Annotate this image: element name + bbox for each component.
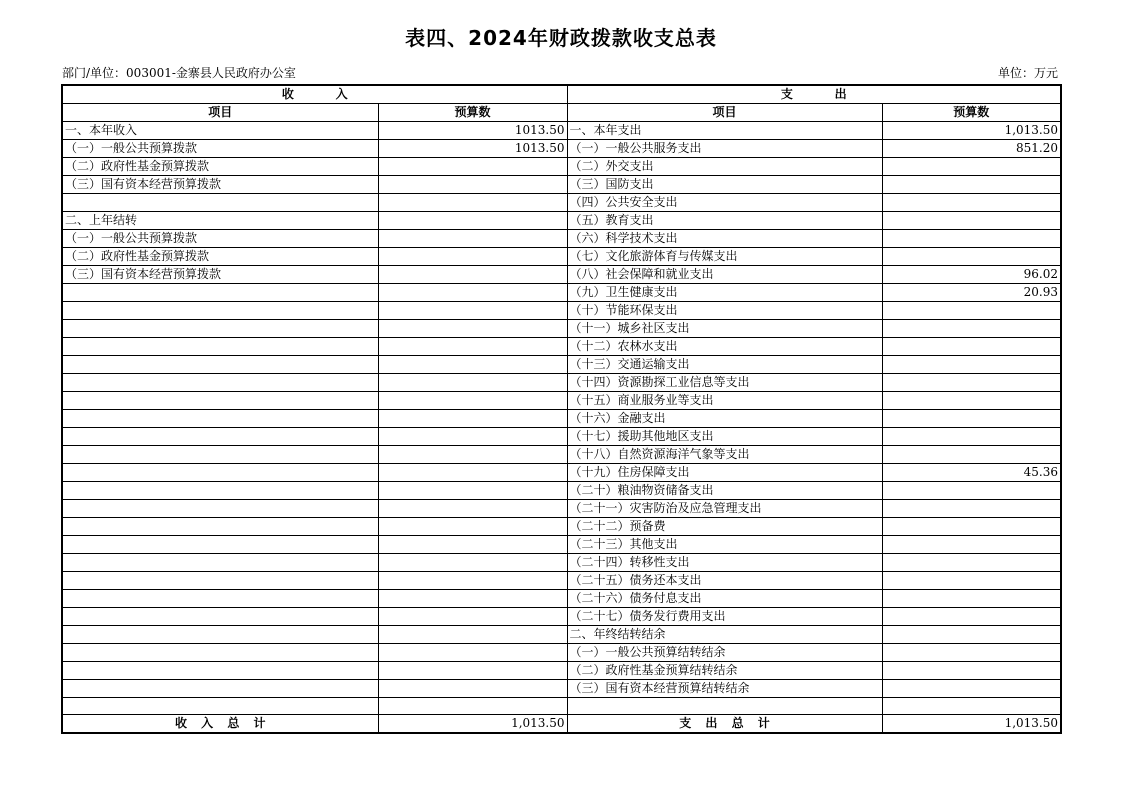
expense-value-cell: 96.02 — [882, 266, 1061, 284]
table-row — [62, 392, 1061, 410]
expense-item-cell: （二十四）转移性支出 — [567, 554, 882, 572]
expense-item-cell: （二十七）债务发行费用支出 — [567, 608, 882, 626]
expense-total-label: 支 出 总 计 — [567, 715, 882, 734]
income-item-cell — [62, 356, 378, 374]
table-row — [62, 662, 1061, 680]
expense-value-cell: 851.20 — [882, 140, 1061, 158]
page-title: 表四、2024年财政拨款收支总表 — [405, 26, 717, 50]
table-row — [62, 374, 1061, 392]
expense-item-cell: （二十六）债务付息支出 — [567, 590, 882, 608]
income-value-cell: 1013.50 — [378, 122, 567, 140]
expense-value-cell — [882, 194, 1061, 212]
expense-value-cell — [882, 536, 1061, 554]
department-label: 部门/单位：003001-金寨县人民政府办公室 — [62, 66, 296, 80]
expense-item-cell: （七）文化旅游体育与传媒支出 — [567, 248, 882, 266]
expense-item-cell — [567, 698, 882, 715]
expense-value-cell — [882, 698, 1061, 715]
income-value-cell — [378, 482, 567, 500]
expense-value-cell — [882, 176, 1061, 194]
expense-value-cell — [882, 554, 1061, 572]
expense-section-header: 支 出 — [567, 85, 1061, 104]
income-item-cell — [62, 572, 378, 590]
expense-value-cell — [882, 374, 1061, 392]
expense-value-cell — [882, 518, 1061, 536]
expense-total-value: 1,013.50 — [882, 715, 1061, 734]
income-value-cell — [378, 194, 567, 212]
expense-item-cell: （十八）自然资源海洋气象等支出 — [567, 446, 882, 464]
table-row — [62, 644, 1061, 662]
income-value-cell — [378, 536, 567, 554]
expense-value-cell — [882, 410, 1061, 428]
expense-value-cell — [882, 356, 1061, 374]
income-item-cell — [62, 410, 378, 428]
expense-item-cell: （一）一般公共服务支出 — [567, 140, 882, 158]
expense-value-cell: 1,013.50 — [882, 122, 1061, 140]
unit-label: 单位：万元 — [997, 66, 1058, 80]
expense-item-cell: （二十五）债务还本支出 — [567, 572, 882, 590]
expense-item-cell: （十九）住房保障支出 — [567, 464, 882, 482]
income-value-cell — [378, 428, 567, 446]
income-item-cell — [62, 662, 378, 680]
income-value-cell — [378, 176, 567, 194]
expense-item-cell: （十四）资源勘探工业信息等支出 — [567, 374, 882, 392]
expense-value-cell — [882, 608, 1061, 626]
expense-value-cell: 20.93 — [882, 284, 1061, 302]
table-row — [62, 266, 1061, 284]
income-item-cell — [62, 554, 378, 572]
income-item-cell: （三）国有资本经营预算拨款 — [62, 266, 378, 284]
expense-item-cell: （九）卫生健康支出 — [567, 284, 882, 302]
table-row — [62, 212, 1061, 230]
expense-budget-header: 预算数 — [882, 104, 1061, 122]
income-section-header: 收 入 — [62, 85, 567, 104]
income-item-cell — [62, 446, 378, 464]
table-row — [62, 230, 1061, 248]
expense-item-cell: （八）社会保障和就业支出 — [567, 266, 882, 284]
expense-value-cell: 45.36 — [882, 464, 1061, 482]
table-row — [62, 428, 1061, 446]
expense-item-cell: 一、本年支出 — [567, 122, 882, 140]
expense-item-cell: （十七）援助其他地区支出 — [567, 428, 882, 446]
income-value-cell — [378, 320, 567, 338]
table-row — [62, 608, 1061, 626]
income-value-cell — [378, 626, 567, 644]
income-item-cell — [62, 536, 378, 554]
income-value-cell — [378, 590, 567, 608]
table-row — [62, 698, 1061, 715]
expense-item-cell: （二）外交支出 — [567, 158, 882, 176]
table-row — [62, 410, 1061, 428]
table-row — [62, 464, 1061, 482]
expense-value-cell — [882, 212, 1061, 230]
income-item-cell — [62, 482, 378, 500]
table-row — [62, 626, 1061, 644]
expense-item-cell: （六）科学技术支出 — [567, 230, 882, 248]
expense-item-cell: （十）节能环保支出 — [567, 302, 882, 320]
table-row — [62, 194, 1061, 212]
income-item-cell: 二、上年结转 — [62, 212, 378, 230]
income-value-cell — [378, 572, 567, 590]
table-row — [62, 518, 1061, 536]
income-value-cell — [378, 464, 567, 482]
income-value-cell — [378, 698, 567, 715]
expense-item-cell: （三）国防支出 — [567, 176, 882, 194]
expense-item-cell: （四）公共安全支出 — [567, 194, 882, 212]
table-row — [62, 482, 1061, 500]
table-row — [62, 122, 1061, 140]
income-item-cell — [62, 464, 378, 482]
income-item-cell — [62, 608, 378, 626]
income-item-cell: 一、本年收入 — [62, 122, 378, 140]
income-total-value: 1,013.50 — [378, 715, 567, 734]
expense-item-cell: （二十三）其他支出 — [567, 536, 882, 554]
table-row — [62, 572, 1061, 590]
expense-value-cell — [882, 338, 1061, 356]
expense-value-cell — [882, 158, 1061, 176]
column-header-row — [62, 104, 1061, 122]
income-item-cell — [62, 284, 378, 302]
income-item-cell — [62, 302, 378, 320]
expense-value-cell — [882, 320, 1061, 338]
expense-item-cell: （二）政府性基金预算结转结余 — [567, 662, 882, 680]
income-value-cell — [378, 518, 567, 536]
expense-value-cell — [882, 428, 1061, 446]
expense-item-header: 项目 — [567, 104, 882, 122]
income-item-cell: （一）一般公共预算拨款 — [62, 230, 378, 248]
income-item-cell — [62, 338, 378, 356]
expense-value-cell — [882, 248, 1061, 266]
income-value-cell — [378, 338, 567, 356]
income-value-cell — [378, 392, 567, 410]
table-row — [62, 554, 1061, 572]
expense-item-cell: （十六）金融支出 — [567, 410, 882, 428]
income-value-cell — [378, 680, 567, 698]
table-row — [62, 248, 1061, 266]
expense-item-cell: （二十）粮油物资储备支出 — [567, 482, 882, 500]
income-value-cell — [378, 608, 567, 626]
table-row — [62, 338, 1061, 356]
income-value-cell — [378, 230, 567, 248]
table-row — [62, 680, 1061, 698]
expense-item-cell: （五）教育支出 — [567, 212, 882, 230]
expense-value-cell — [882, 446, 1061, 464]
income-value-cell — [378, 248, 567, 266]
income-item-cell — [62, 500, 378, 518]
expense-value-cell — [882, 662, 1061, 680]
income-item-cell: （二）政府性基金预算拨款 — [62, 158, 378, 176]
income-item-cell — [62, 644, 378, 662]
income-value-cell — [378, 212, 567, 230]
table-row — [62, 140, 1061, 158]
total-row — [62, 715, 1061, 734]
income-value-cell — [378, 410, 567, 428]
income-item-cell: （二）政府性基金预算拨款 — [62, 248, 378, 266]
income-item-cell — [62, 680, 378, 698]
table-row — [62, 284, 1061, 302]
income-value-cell — [378, 356, 567, 374]
expense-item-cell: （十一）城乡社区支出 — [567, 320, 882, 338]
income-value-cell: 1013.50 — [378, 140, 567, 158]
income-value-cell — [378, 554, 567, 572]
table-row — [62, 320, 1061, 338]
expense-value-cell — [882, 302, 1061, 320]
income-item-cell: （一）一般公共预算拨款 — [62, 140, 378, 158]
expense-item-cell: （十二）农林水支出 — [567, 338, 882, 356]
expense-value-cell — [882, 572, 1061, 590]
table-row — [62, 356, 1061, 374]
income-value-cell — [378, 266, 567, 284]
expense-item-cell: （十三）交通运输支出 — [567, 356, 882, 374]
expense-value-cell — [882, 230, 1061, 248]
income-item-cell — [62, 698, 378, 715]
table-row — [62, 590, 1061, 608]
income-budget-header: 预算数 — [378, 104, 567, 122]
income-item-cell: （三）国有资本经营预算拨款 — [62, 176, 378, 194]
income-value-cell — [378, 374, 567, 392]
income-item-cell — [62, 518, 378, 536]
income-total-label: 收 入 总 计 — [62, 715, 378, 734]
table-row — [62, 446, 1061, 464]
expense-value-cell — [882, 680, 1061, 698]
table-row — [62, 176, 1061, 194]
expense-item-cell: （三）国有资本经营预算结转结余 — [567, 680, 882, 698]
income-item-cell — [62, 374, 378, 392]
table-body — [62, 122, 1061, 715]
income-value-cell — [378, 662, 567, 680]
expense-item-cell: （一）一般公共预算结转结余 — [567, 644, 882, 662]
expense-value-cell — [882, 482, 1061, 500]
income-value-cell — [378, 158, 567, 176]
income-value-cell — [378, 284, 567, 302]
table-row — [62, 536, 1061, 554]
income-item-cell — [62, 590, 378, 608]
budget-table — [61, 84, 1062, 734]
table-row — [62, 302, 1061, 320]
income-item-cell — [62, 320, 378, 338]
expense-value-cell — [882, 500, 1061, 518]
income-item-cell — [62, 392, 378, 410]
income-item-cell — [62, 194, 378, 212]
expense-value-cell — [882, 392, 1061, 410]
expense-value-cell — [882, 626, 1061, 644]
income-value-cell — [378, 302, 567, 320]
expense-item-cell: 二、年终结转结余 — [567, 626, 882, 644]
income-value-cell — [378, 500, 567, 518]
table-row — [62, 158, 1061, 176]
section-header-row — [62, 85, 1061, 104]
expense-item-cell: （十五）商业服务业等支出 — [567, 392, 882, 410]
expense-value-cell — [882, 590, 1061, 608]
income-value-cell — [378, 446, 567, 464]
expense-value-cell — [882, 644, 1061, 662]
income-item-cell — [62, 428, 378, 446]
income-item-header: 项目 — [62, 104, 378, 122]
income-value-cell — [378, 644, 567, 662]
expense-item-cell: （二十二）预备费 — [567, 518, 882, 536]
table-row — [62, 500, 1061, 518]
income-item-cell — [62, 626, 378, 644]
expense-item-cell: （二十一）灾害防治及应急管理支出 — [567, 500, 882, 518]
